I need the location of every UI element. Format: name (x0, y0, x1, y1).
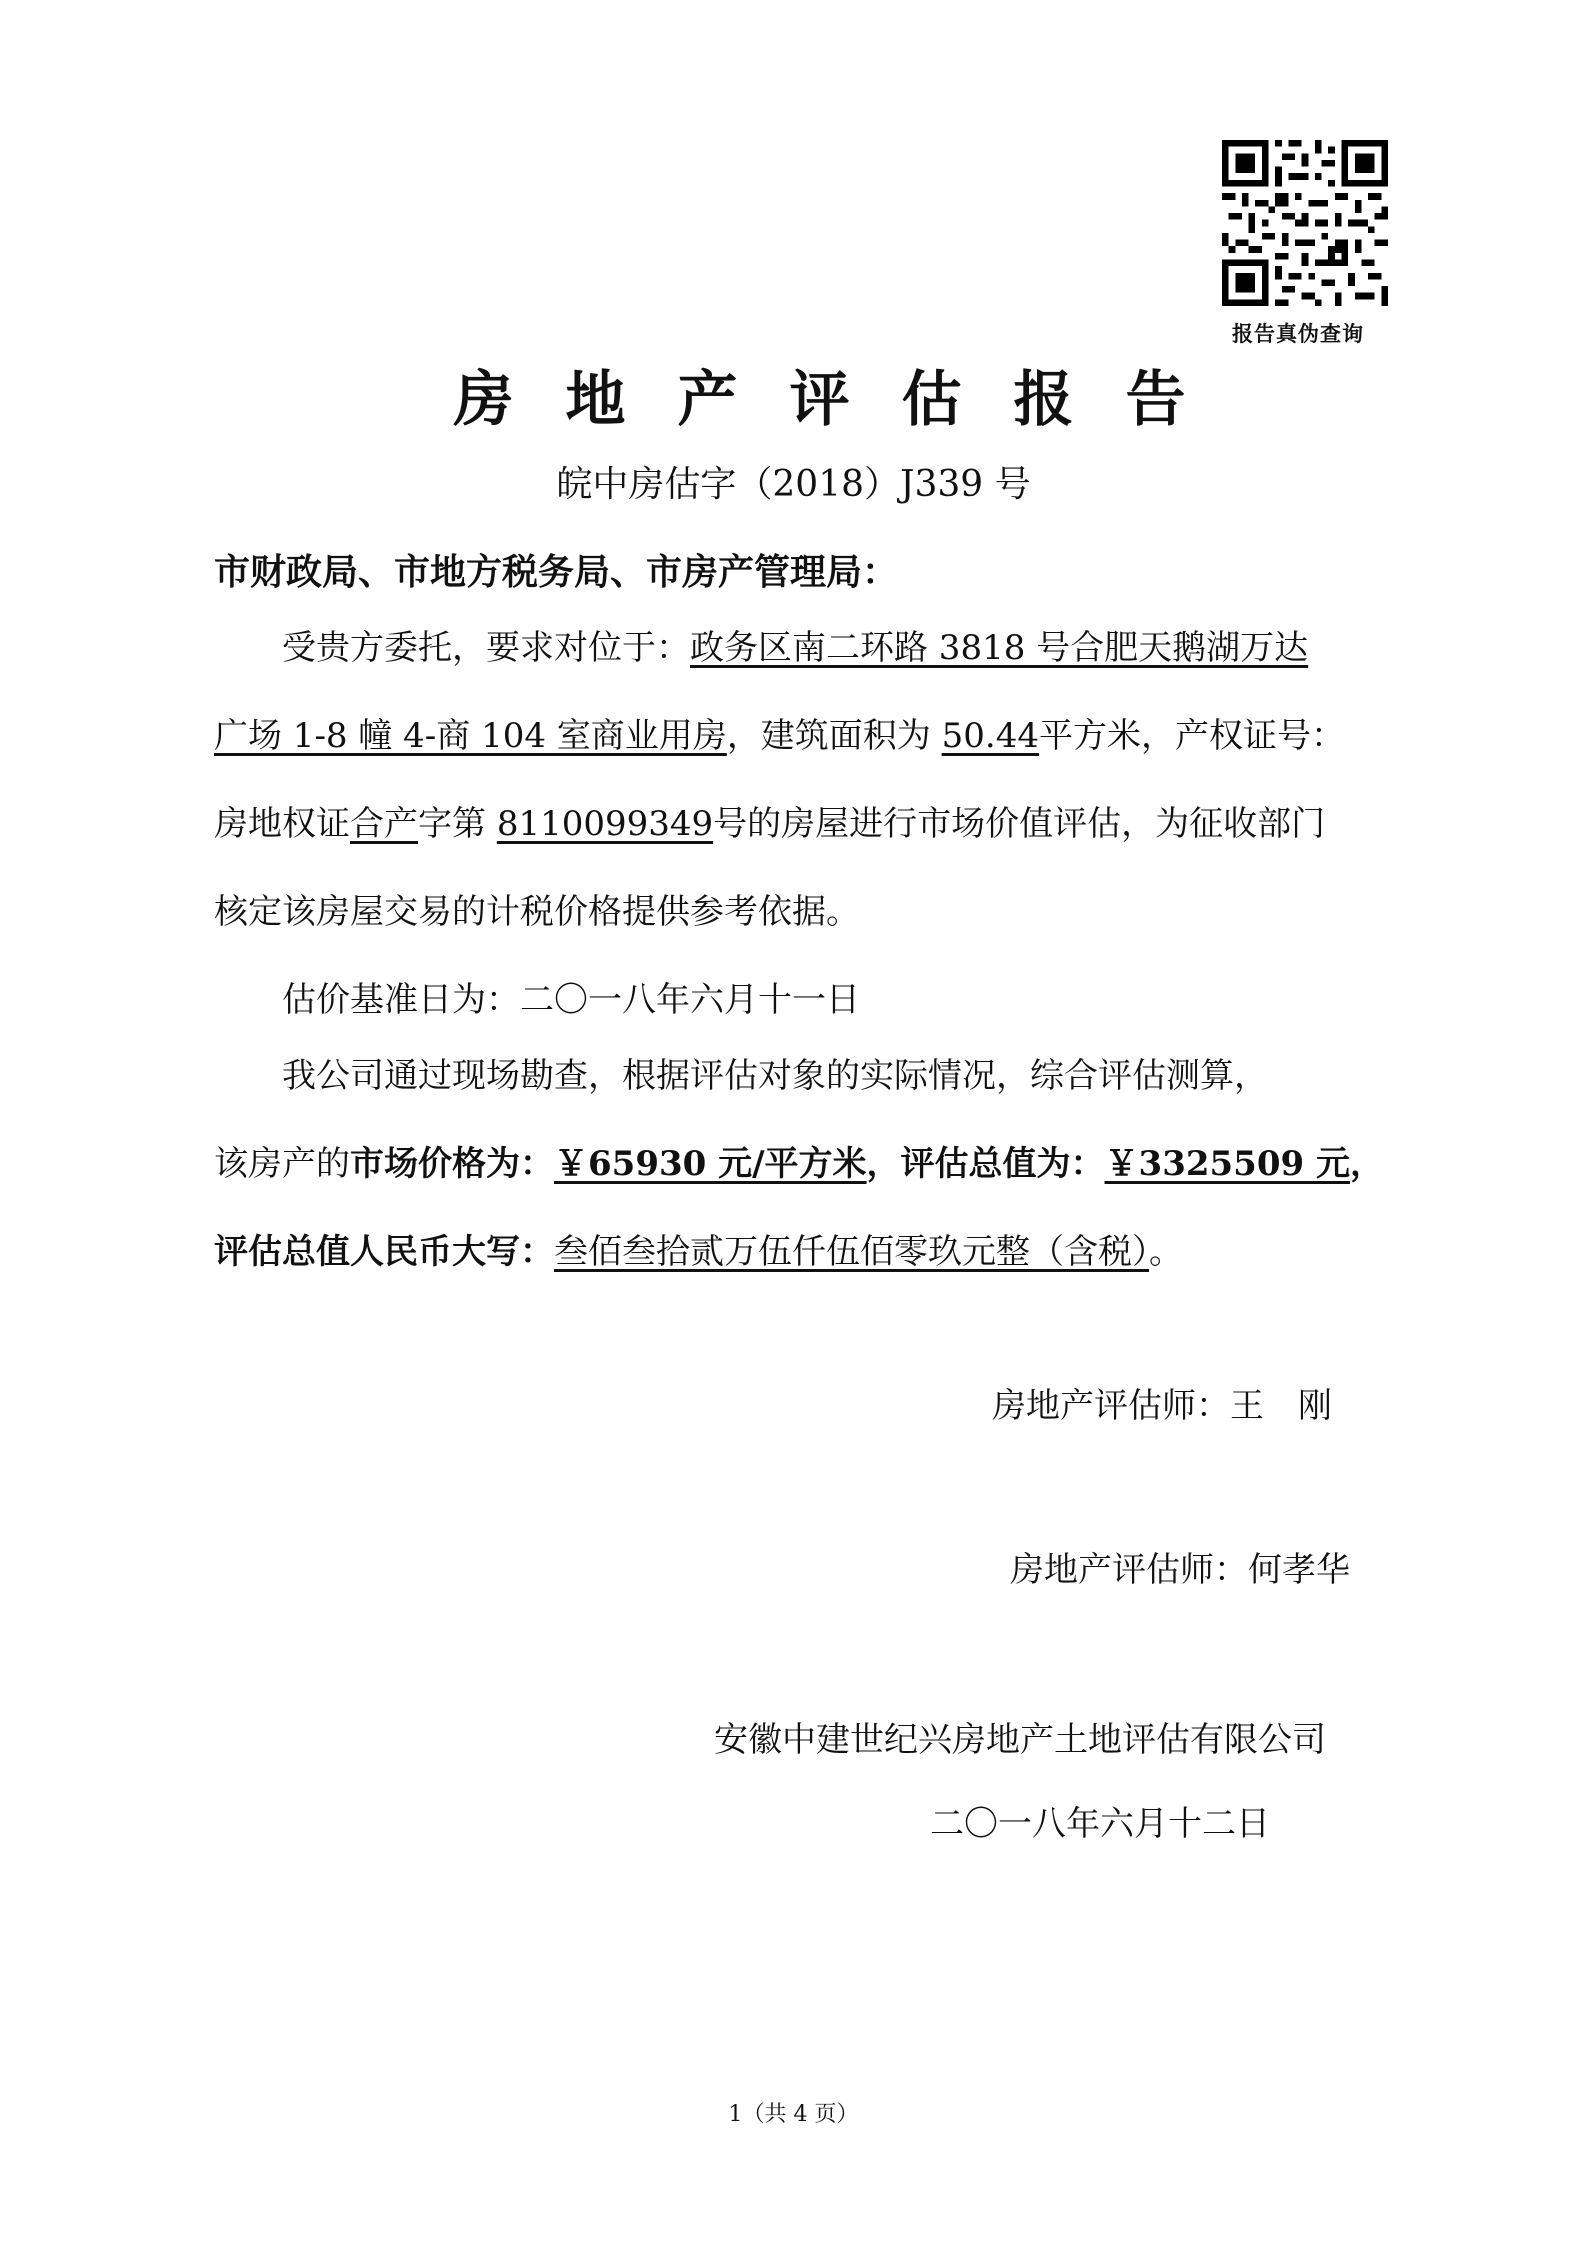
company-name: 安徽中建世纪兴房地产土地评估有限公司 (714, 1720, 1326, 1760)
issue-date: 二〇一八年六月十二日 (930, 1804, 1270, 1844)
market-price-label: 市场价格为： (350, 1144, 554, 1184)
certificate-number: 8110099349 (496, 804, 714, 844)
text: 受贵方委托，要求对位于： (282, 628, 690, 668)
market-price: ￥65930 元/平方米 (554, 1144, 867, 1184)
paragraph-line (214, 692, 1384, 780)
paragraph-result (214, 1032, 1384, 1296)
qr-caption: 报告真伪查询 (1232, 321, 1364, 346)
paragraph-line: 核定该房屋交易的计税价格提供参考依据。 (214, 892, 860, 932)
text: 平方米，产权证号： (1038, 716, 1345, 756)
total-words-label: 评估总值人民币大写： (214, 1232, 554, 1272)
total-value-label: ，评估总值为： (866, 1144, 1105, 1184)
paragraph-line (214, 780, 1384, 868)
text: 字第 (418, 804, 497, 844)
floor-area: 50.44 (941, 716, 1039, 756)
text: ， (1349, 1144, 1384, 1184)
property-address-cont: 广场 1-8 幢 4-商 104 室商业用房 (214, 716, 727, 756)
appraiser-1: 房地产评估师：王 刚 (992, 1386, 1332, 1426)
text: 。 (1149, 1232, 1183, 1272)
text: ，建筑面积为 (726, 716, 942, 756)
paragraph-line: 我公司通过现场勘查，根据评估对象的实际情况，综合评估测算， (282, 1056, 1268, 1096)
text: 号的房屋进行市场价值评估，为征收部门 (713, 804, 1326, 844)
paragraph-line (214, 1120, 1384, 1208)
document-number: 皖中房估字（2018）J339 号 (556, 464, 1031, 505)
valuation-date: 估价基准日为：二〇一八年六月十一日 (282, 980, 860, 1020)
certificate-place: 合产 (350, 804, 418, 844)
property-address: 政务区南二环路 3818 号合肥天鹅湖万达 (690, 628, 1309, 668)
paragraph-line (214, 1208, 1384, 1296)
total-value-words: 叁佰叁拾贰万伍仟伍佰零玖元整（含税） (554, 1232, 1149, 1272)
page-title: 房地产评估报告 (453, 365, 1238, 435)
qr-code (1222, 140, 1388, 306)
paragraph-line (214, 604, 1384, 692)
addressee: 市财政局、市地方税务局、市房产管理局： (214, 551, 899, 593)
page-footer: 1（共 4 页） (728, 2102, 859, 2127)
text: 房地权证 (214, 804, 350, 844)
paragraph-commission (214, 604, 1384, 956)
text: 该房产的 (214, 1144, 350, 1184)
appraiser-2: 房地产评估师：何孝华 (1010, 1550, 1350, 1590)
total-value: ￥3325509 元 (1104, 1144, 1350, 1184)
